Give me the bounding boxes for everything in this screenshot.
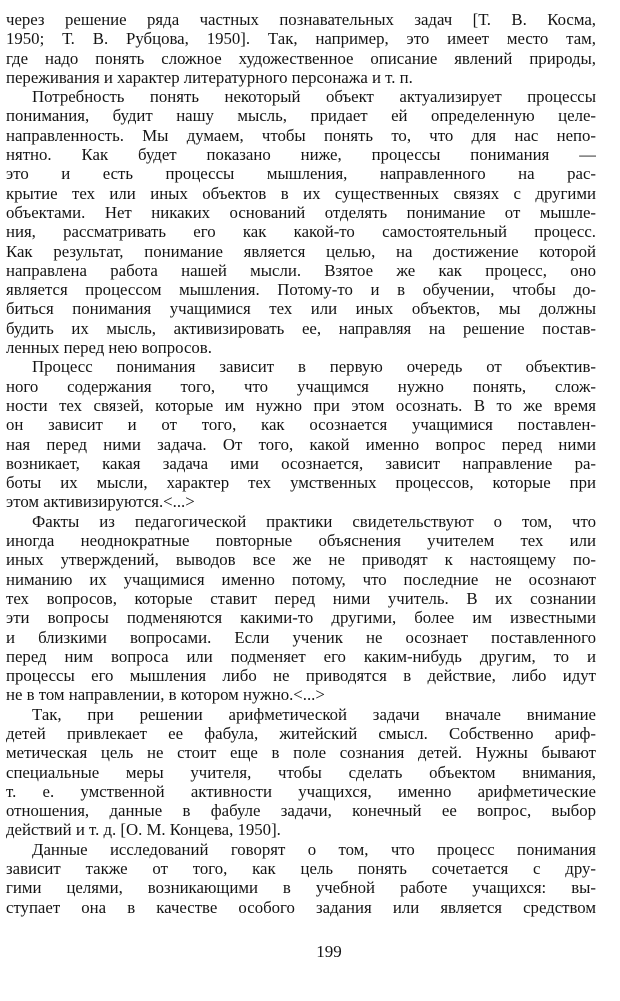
page-number: 199 bbox=[316, 942, 342, 961]
text-line: ного содержания того, что учащимся нужно понять, слож- bbox=[6, 376, 596, 396]
text-line: это и есть процессы мышления, направленного на рас- bbox=[6, 164, 596, 184]
text-line: возникает, какая задача ими осознается, зависит направление ра- bbox=[6, 453, 596, 473]
text-line: Данные исследований говорят о том, что процесс понимания bbox=[32, 839, 596, 859]
text-line: является процессом мышления. Потому-то и в обучении, чтобы до- bbox=[6, 280, 596, 300]
text-line: метическая цель не стоит еще в поле сознания детей. Нужны бывают bbox=[6, 743, 596, 763]
text-line: 1950; Т. В. Рубцова, 1950]. Так, например, это имеет место там, bbox=[6, 29, 596, 49]
text-line: тех вопросов, которые ставит перед ними учитель. В их сознании bbox=[6, 588, 596, 608]
text-line: Потребность понять некоторый объект актуализирует процессы bbox=[32, 87, 596, 107]
text-line: этом активизируются.<...> bbox=[6, 492, 195, 512]
text-line: не в том направлении, в котором нужно.<...> bbox=[6, 685, 325, 705]
text-line: зависит также от того, как цель понять сочетается с дру- bbox=[6, 859, 596, 879]
text-line: будить их мысль, активизировать ее, направляя на решение постав- bbox=[6, 318, 596, 338]
text-line: эти вопросы подменяются какими-то другими, более им известными bbox=[6, 608, 596, 628]
text-line: ности тех связей, которые им нужно при этом осознать. В то же время bbox=[6, 395, 596, 415]
text-line: ниманию их учащимися именно потому, что последние не осознают bbox=[6, 569, 596, 589]
text-line: иногда неоднократные повторные объяснения учителем тех или bbox=[6, 531, 596, 551]
text-line: направленность. Мы думаем, чтобы понять то, что для нас непо- bbox=[6, 125, 596, 145]
text-line: ленных перед нею вопросов. bbox=[6, 338, 212, 358]
text-line: переживания и характер литературного персонажа и т. п. bbox=[6, 67, 413, 87]
text-line: он зависит и от того, как осознается учащимися поставлен- bbox=[6, 415, 596, 435]
text-line: боты их мысли, характер тех умственных процессов, которые при bbox=[6, 473, 596, 493]
text-line: Как результат, понимание является целью, на достижение которой bbox=[6, 241, 596, 261]
text-line: крытие тех или иных объектов в их существенных связях с другими bbox=[6, 183, 596, 203]
text-line: через решение ряда частных познавательных задач [Т. В. Косма, bbox=[6, 10, 596, 29]
text-line: понимания, будит нашу мысль, придает ей определенную целе- bbox=[6, 106, 596, 126]
text-line: объектами. Нет никаких оснований отделять понимание от мышле- bbox=[6, 202, 596, 222]
text-line: ния, рассматривать его как какой-то самостоятельный процесс. bbox=[6, 222, 596, 242]
text-line: детей привлекает ее фабула, житейский смысл. Собственно ариф- bbox=[6, 723, 596, 743]
text-line: нятно. Как будет показано ниже, процессы понимания — bbox=[6, 145, 596, 165]
body-text bbox=[6, 10, 596, 917]
text-line: где надо понять сложное художественное описание явлений природы, bbox=[6, 48, 596, 68]
text-line: Факты из педагогической практики свидетельствуют о том, что bbox=[32, 511, 596, 531]
text-line: действий и т. д. [О. М. Концева, 1950]. bbox=[6, 820, 281, 840]
text-line: ступает она в качестве особого задания или является средством bbox=[6, 897, 596, 917]
text-line: иных утверждений, выводов все же не приводят к настоящему по- bbox=[6, 550, 596, 570]
text-line: гими целями, возникающими в учебной работе учащихся: вы- bbox=[6, 878, 596, 898]
text-line: т. е. умственной активности учащихся, именно арифметические bbox=[6, 781, 596, 801]
text-line: ная перед ними задача. От того, какой именно вопрос перед ними bbox=[6, 434, 596, 454]
text-line: специальные меры учителя, чтобы сделать объектом внимания, bbox=[6, 762, 596, 782]
text-line: направлена работа нашей мысли. Взятое же как процесс, оно bbox=[6, 260, 596, 280]
text-line: перед ним вопроса или подменяет его каким-нибудь другим, то и bbox=[6, 646, 596, 666]
text-line: и близкими вопросами. Если ученик не осознает поставленного bbox=[6, 627, 596, 647]
text-line: Процесс понимания зависит в первую очередь от объектив- bbox=[32, 357, 596, 377]
text-line: процессы его мышления либо не приводятся в действие, либо идут bbox=[6, 666, 596, 686]
text-line: отношения, данные в фабуле задачи, конечный ее вопрос, выбор bbox=[6, 801, 596, 821]
text-line: биться понимания учащимися тех или иных объектов, мы должны bbox=[6, 299, 596, 319]
text-line: Так, при решении арифметической задачи вначале внимание bbox=[32, 704, 596, 724]
